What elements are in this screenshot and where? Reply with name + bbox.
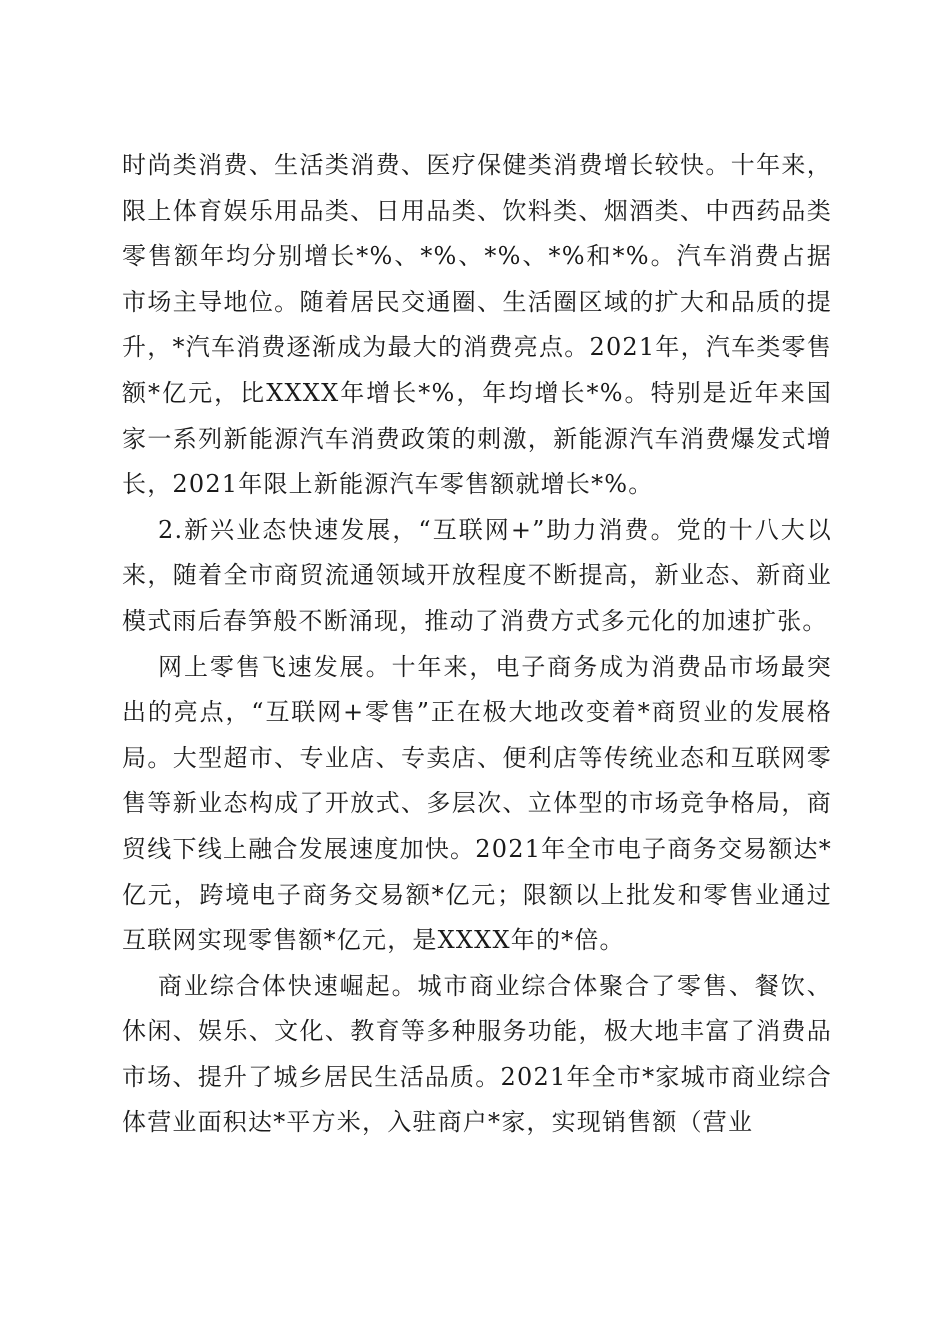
paragraph-commercial-complex: 商业综合体快速崛起。城市商业综合体聚合了零售、餐饮、休闲、娱乐、文化、教育等多种服务功能，极大地丰富了消费品市场、提升了城乡居民生活品质。2021年全市*家城市商业综合体营业面积达*平方米，入驻商户*家，实现销售额（营业 [122, 971, 832, 1137]
paragraph-new-business-formats: 2.新兴业态快速发展，“互联网+”助力消费。党的十八大以来，随着全市商贸流通领域开放程度不断提高，新业态、新商业模式雨后春笋般不断涌现，推动了消费方式多元化的加速扩张。 [122, 515, 832, 635]
paragraph-consumption-growth: 时尚类消费、生活类消费、医疗保健类消费增长较快。十年来，限上体育娱乐用品类、日用品类、饮料类、烟酒类、中西药品类零售额年均分别增长*%、*%、*%、*%和*%。汽车消费占据市场主导地位。随着居民交通圈、生活圈区域的扩大和品质的提升，*汽车消费逐渐成为最大的消费亮点。2021年，汽车类零售额*亿元，比XXXX年增长*%，年均增长*%。特别是近年来国家一系列新能源汽车消费政策的刺激，新能源汽车消费爆发式增长，2021年限上新能源汽车零售额就增长*%。 [122, 151, 832, 499]
document-body [122, 143, 832, 1146]
paragraph-online-retail: 网上零售飞速发展。十年来，电子商务成为消费品市场最突出的亮点，“互联网+零售”正在极大地改变着*商贸业的发展格局。大型超市、专业店、专卖店、便利店等传统业态和互联网零售等新业态构成了开放式、多层次、立体型的市场竞争格局，商贸线下线上融合发展速度加快。2021年全市电子商务交易额达*亿元，跨境电子商务交易额*亿元；限额以上批发和零售业通过互联网实现零售额*亿元，是XXXX年的*倍。 [122, 652, 832, 955]
